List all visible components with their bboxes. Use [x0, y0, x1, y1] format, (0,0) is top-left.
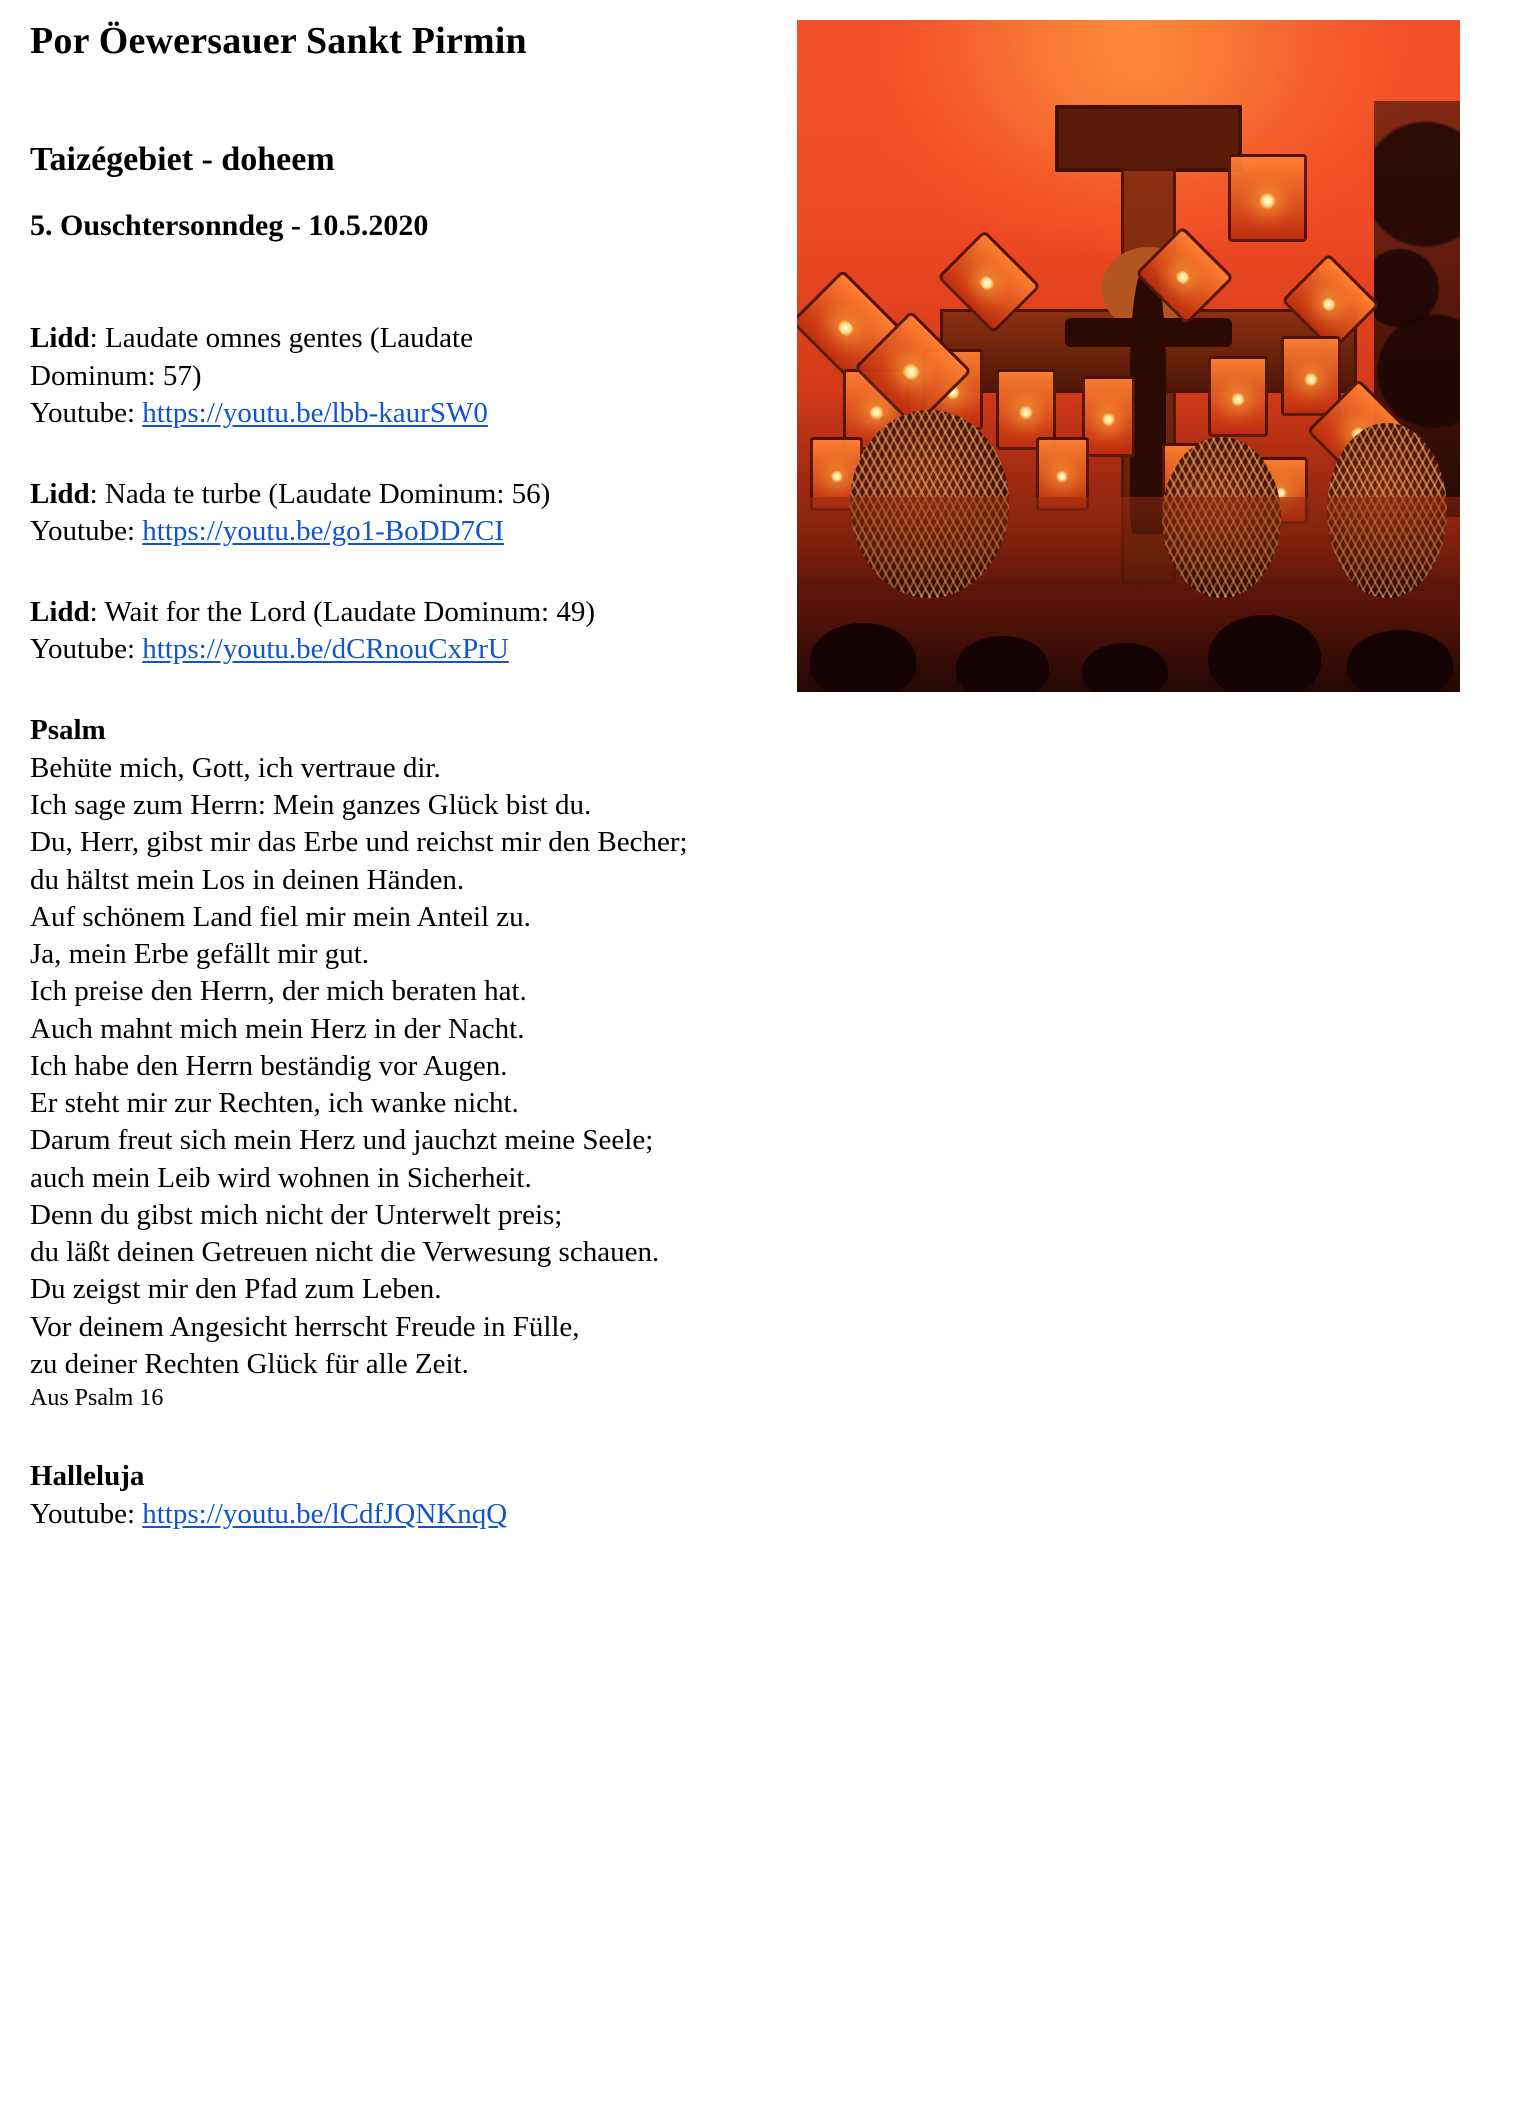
flame-icon — [831, 470, 843, 484]
psalm-line: Ich habe den Herrn beständig vor Augen. — [30, 1049, 508, 1082]
psalm-heading: Psalm — [30, 714, 106, 747]
flame-icon — [1019, 405, 1033, 420]
youtube-line — [30, 631, 790, 668]
congregation-silhouettes — [797, 584, 1460, 692]
spacer — [30, 550, 790, 594]
christ-arms — [1065, 318, 1232, 347]
youtube-link[interactable]: https://youtu.be/dCRnouCxPrU — [142, 633, 509, 666]
flame-icon — [1258, 193, 1277, 209]
flame-icon — [1304, 372, 1318, 387]
psalm-line: Behüte mich, Gott, ich vertraue dir. — [30, 751, 441, 784]
spacer — [30, 64, 790, 140]
song-label: Lidd — [30, 322, 90, 355]
flame-icon — [869, 405, 885, 420]
flame-icon — [1173, 267, 1194, 288]
cross-inscription-plaque — [1055, 105, 1242, 172]
youtube-line — [30, 395, 790, 432]
page-title: Por Öewersauer Sankt Pirmin — [30, 20, 527, 62]
document-subtitle: Taizégebiet - doheem — [30, 140, 335, 178]
head-silhouette — [1347, 630, 1453, 692]
song-title-line — [30, 594, 790, 631]
flame-icon — [898, 359, 923, 384]
flame-icon — [1102, 412, 1114, 427]
spacer — [30, 1414, 790, 1458]
psalm-line: Du zeigst mir den Pfad zum Leben. — [30, 1273, 442, 1306]
song-title: Nada te turbe (Laudate Dominum: 56) — [104, 477, 551, 510]
song-separator: : — [89, 322, 105, 355]
spacer — [30, 180, 790, 208]
psalm-line: du läßt deinen Getreuen nicht die Verwesung schauen. — [30, 1236, 660, 1269]
song-entry — [30, 320, 790, 431]
spacer — [30, 244, 790, 320]
youtube-label: Youtube: — [30, 514, 143, 547]
flame-icon — [1231, 392, 1245, 407]
photo-background — [797, 20, 1460, 692]
psalm-line: Du, Herr, gibst mir das Erbe und reichst mir den Becher; — [30, 826, 688, 859]
psalm-line: Ja, mein Erbe gefällt mir gut. — [30, 938, 370, 971]
psalm-line: Auch mahnt mich mein Herz in der Nacht. — [30, 1012, 525, 1045]
song-title-line — [30, 476, 790, 513]
lantern-icon — [1082, 376, 1135, 457]
youtube-label: Youtube: — [30, 633, 143, 666]
song-title: Wait for the Lord (Laudate Dominum: 49) — [104, 596, 595, 629]
psalm-line: Darum freut sich mein Herz und jauchzt meine Seele; — [30, 1124, 654, 1157]
song-entry — [30, 594, 790, 668]
youtube-label: Youtube: — [30, 1498, 143, 1531]
song-entry — [30, 476, 790, 550]
youtube-link[interactable]: https://youtu.be/lCdfJQNKnqQ — [142, 1498, 508, 1531]
song-title-continuation: Dominum: 57) — [30, 359, 202, 392]
head-silhouette — [810, 623, 916, 692]
spacer — [30, 668, 790, 712]
youtube-label: Youtube: — [30, 396, 143, 429]
halleluja-heading: Halleluja — [30, 1460, 145, 1493]
lantern-icon — [1208, 356, 1268, 437]
youtube-line — [30, 1496, 790, 1533]
flame-icon — [1056, 470, 1068, 484]
psalm-line: auch mein Leib wird wohnen in Sicherheit. — [30, 1161, 532, 1194]
psalm-line: zu deiner Rechten Glück für alle Zeit. — [30, 1347, 469, 1380]
song-title-line — [30, 320, 790, 357]
service-date: 5. Ouschtersonndeg - 10.5.2020 — [30, 209, 429, 243]
head-silhouette — [1208, 615, 1321, 692]
psalm-line: Ich sage zum Herrn: Mein ganzes Glück bist du. — [30, 789, 592, 822]
halleluja-entry — [30, 1496, 790, 1533]
spacer — [30, 432, 790, 476]
youtube-link[interactable]: https://youtu.be/go1-BoDD7CI — [142, 514, 504, 547]
psalm-source: Aus Psalm 16 — [30, 1385, 164, 1412]
taize-cross-photo — [797, 20, 1460, 692]
song-label: Lidd — [30, 477, 90, 510]
flame-icon — [1318, 293, 1339, 314]
flame-icon — [976, 273, 998, 295]
lantern-icon — [1228, 154, 1308, 241]
document-text-column — [30, 20, 790, 1533]
song-separator: : — [89, 596, 105, 629]
reflective-floor — [797, 497, 1460, 591]
head-silhouette — [1082, 643, 1168, 692]
christ-figure — [1130, 268, 1166, 535]
youtube-link[interactable]: https://youtu.be/lbb-kaurSW0 — [142, 396, 488, 429]
psalm-line: Denn du gibst mich nicht der Unterwelt preis; — [30, 1198, 563, 1231]
psalm-line: Ich preise den Herrn, der mich beraten hat. — [30, 975, 527, 1008]
youtube-line — [30, 513, 790, 550]
song-separator: : — [89, 477, 105, 510]
song-label: Lidd — [30, 596, 90, 629]
psalm-line: Vor deinem Angesicht herrscht Freude in Fülle, — [30, 1310, 580, 1343]
flame-icon — [833, 315, 857, 339]
head-silhouette — [956, 636, 1049, 692]
psalm-line: du hältst mein Los in deinen Händen. — [30, 863, 465, 896]
psalm-line: Er steht mir zur Rechten, ich wanke nicht. — [30, 1087, 519, 1120]
psalm-line: Auf schönem Land fiel mir mein Anteil zu. — [30, 900, 531, 933]
psalm-body — [30, 750, 790, 1414]
song-title: Laudate omnes gentes (Laudate — [104, 322, 473, 355]
